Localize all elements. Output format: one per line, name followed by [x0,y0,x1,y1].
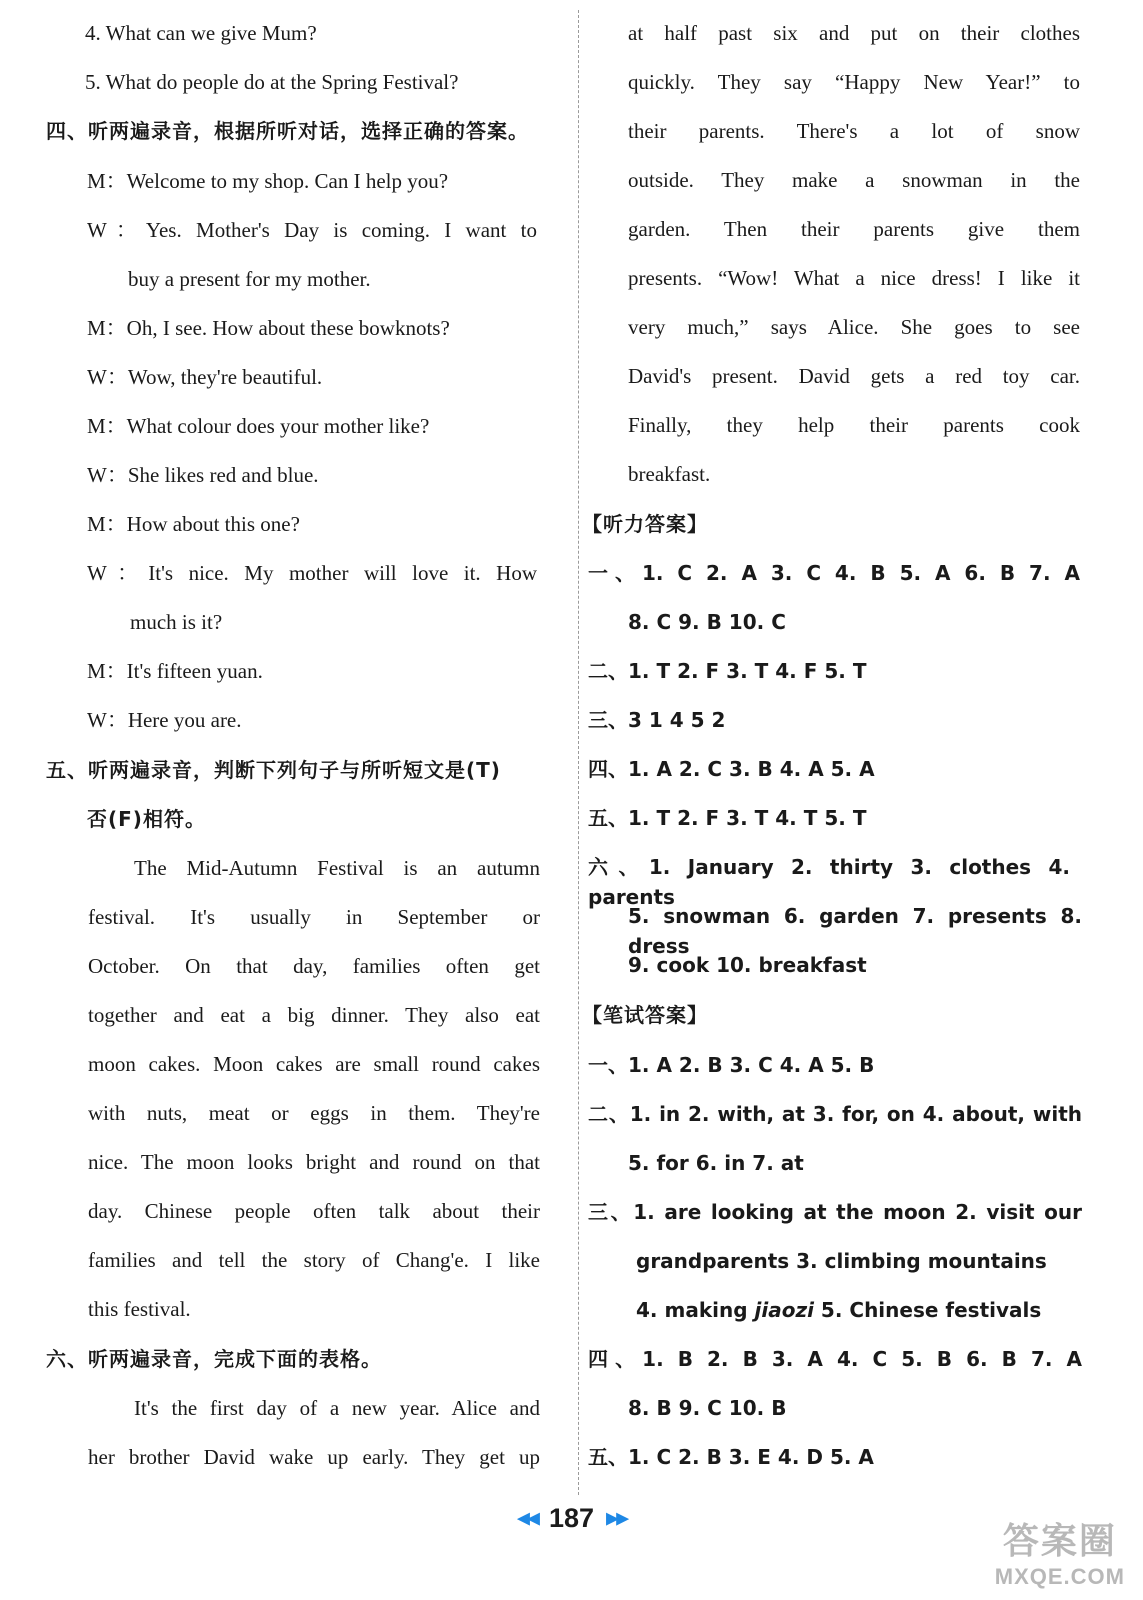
prev-page-arrows-icon: ◀◀ [516,1508,537,1528]
answer-text: 4. making [636,1298,755,1322]
section-5-title-cont: 否(F)相符。 [87,807,206,831]
passage-line: October. On that day, families often get [88,954,540,978]
answer-line: 六、1. January 2. thirty 3. clothes 4. parents [588,855,1070,909]
answer-line: 5. snowman 6. garden 7. presents 8. dress [628,904,1082,958]
written-answers-header: 【笔试答案】 [582,1003,708,1027]
passage-line: families and tell the story of Chang'e. I like [88,1248,540,1272]
page-footer [0,1503,1143,1534]
next-page-arrows-icon: ▶▶ [606,1508,627,1528]
dialogue-line: M：What colour does your mother like? [87,414,430,438]
passage-line: breakfast. [628,462,711,486]
dialogue-line: buy a present for my mother. [128,267,371,291]
answer-line: 一、1. A 2. B 3. C 4. A 5. B [588,1053,875,1077]
answer-line: 四、1. B 2. B 3. A 4. C 5. B 6. B 7. A [588,1347,1082,1371]
watermark-url: MXQE.COM [994,1564,1125,1589]
column-divider [578,10,579,1495]
dialogue-line: W：Here you are. [87,708,242,732]
answer-line: 二、1. T 2. F 3. T 4. F 5. T [588,659,867,683]
passage-line: with nuts, meat or eggs in them. They're [88,1101,540,1125]
dialogue-line: M：It's fifteen yuan. [87,659,263,683]
section-5-title: 五、听两遍录音，判断下列句子与所听短文是(T) [46,758,501,782]
question-4: 4. What can we give Mum? [85,21,317,45]
watermark-title: 答案圈 [1002,1521,1117,1562]
section-4-title: 四、听两遍录音，根据所听对话，选择正确的答案。 [46,119,529,143]
answer-italic-word: jiaozi [754,1298,814,1322]
passage-line: presents. “Wow! What a nice dress! I like it [628,266,1080,290]
passage-line: her brother David wake up early. They get up [88,1445,540,1469]
answer-line: 二、1. in 2. with, at 3. for, on 4. about, with [588,1102,1082,1126]
passage-line: very much,” says Alice. She goes to see [628,315,1080,339]
answer-line: 5. for 6. in 7. at [628,1151,804,1175]
dialogue-line: M：How about this one? [87,512,300,536]
answer-text: 5. Chinese festivals [813,1298,1042,1322]
passage-line: nice. The moon looks bright and round on that [88,1150,540,1174]
dialogue-line: M：Welcome to my shop. Can I help you? [87,169,449,193]
passage-line: It's the first day of a new year. Alice and [134,1396,540,1420]
passage-line: Finally, they help their parents cook [628,413,1080,437]
answer-line: 8. B 9. C 10. B [628,1396,787,1420]
passage-line: together and eat a big dinner. They also eat [88,1003,540,1027]
passage-line: day. Chinese people often talk about their [88,1199,540,1223]
dialogue-line: M：Oh, I see. How about these bowknots? [87,316,450,340]
listening-answers-header: 【听力答案】 [582,512,708,536]
watermark-logo [995,1513,1125,1590]
passage-line: outside. They make a snowman in the [628,168,1080,192]
answer-line: 9. cook 10. breakfast [628,953,867,977]
answer-line [636,1295,1041,1325]
answer-line: 三、1. are looking at the moon 2. visit our [588,1200,1082,1224]
section-6-title: 六、听两遍录音，完成下面的表格。 [46,1347,382,1371]
answer-line: grandparents 3. climbing mountains [636,1249,1047,1273]
answer-line: 五、1. T 2. F 3. T 4. T 5. T [588,806,867,830]
dialogue-line: W：Wow, they're beautiful. [87,365,323,389]
answer-line: 四、1. A 2. C 3. B 4. A 5. A [588,757,875,781]
passage-line: festival. It's usually in September or [88,905,540,929]
answer-line: 8. C 9. B 10. C [628,610,786,634]
question-5: 5. What do people do at the Spring Festival? [85,70,459,94]
dialogue-line: W：She likes red and blue. [87,463,319,487]
answer-line: 三、3 1 4 5 2 [588,708,726,732]
passage-line: quickly. They say “Happy New Year!” to [628,70,1080,94]
dialogue-line: W：It's nice. My mother will love it. How [87,561,537,585]
passage-line: The Mid-Autumn Festival is an autumn [134,856,540,880]
passage-line: David's present. David gets a red toy car. [628,364,1080,388]
passage-line: garden. Then their parents give them [628,217,1080,241]
dialogue-line: much is it? [130,610,223,634]
passage-line: their parents. There's a lot of snow [628,119,1080,143]
passage-line: this festival. [88,1297,191,1321]
passage-line: at half past six and put on their clothes [628,21,1080,45]
answer-line: 五、1. C 2. B 3. E 4. D 5. A [588,1445,874,1469]
page-number: 187 [548,1503,595,1533]
dialogue-line: W：Yes. Mother's Day is coming. I want to [87,218,537,242]
answer-line: 一、1. C 2. A 3. C 4. B 5. A 6. B 7. A [588,561,1080,585]
passage-line: moon cakes. Moon cakes are small round cakes [88,1052,540,1076]
